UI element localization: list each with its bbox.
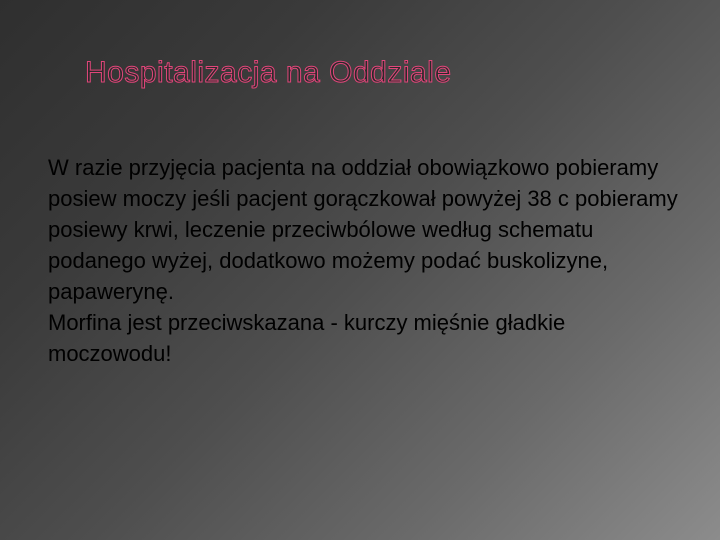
slide-title: Hospitalizacja na Oddziale	[85, 56, 452, 89]
body-paragraph: W razie przyjęcia pacjenta na oddział obowiązkowo pobieramy posiew moczy jeśli pacjent gorączkował powyżej 38 c pobieramy posiewy krwi, leczenie przeciwbólowe według schematu podanego wyżej, dodatkowo możemy podać buskolizyne, papawerynę.	[48, 155, 678, 304]
slide-body	[48, 152, 678, 369]
body-paragraph: Morfina jest przeciwskazana - kurczy mięśnie gładkie moczowodu!	[48, 310, 566, 366]
